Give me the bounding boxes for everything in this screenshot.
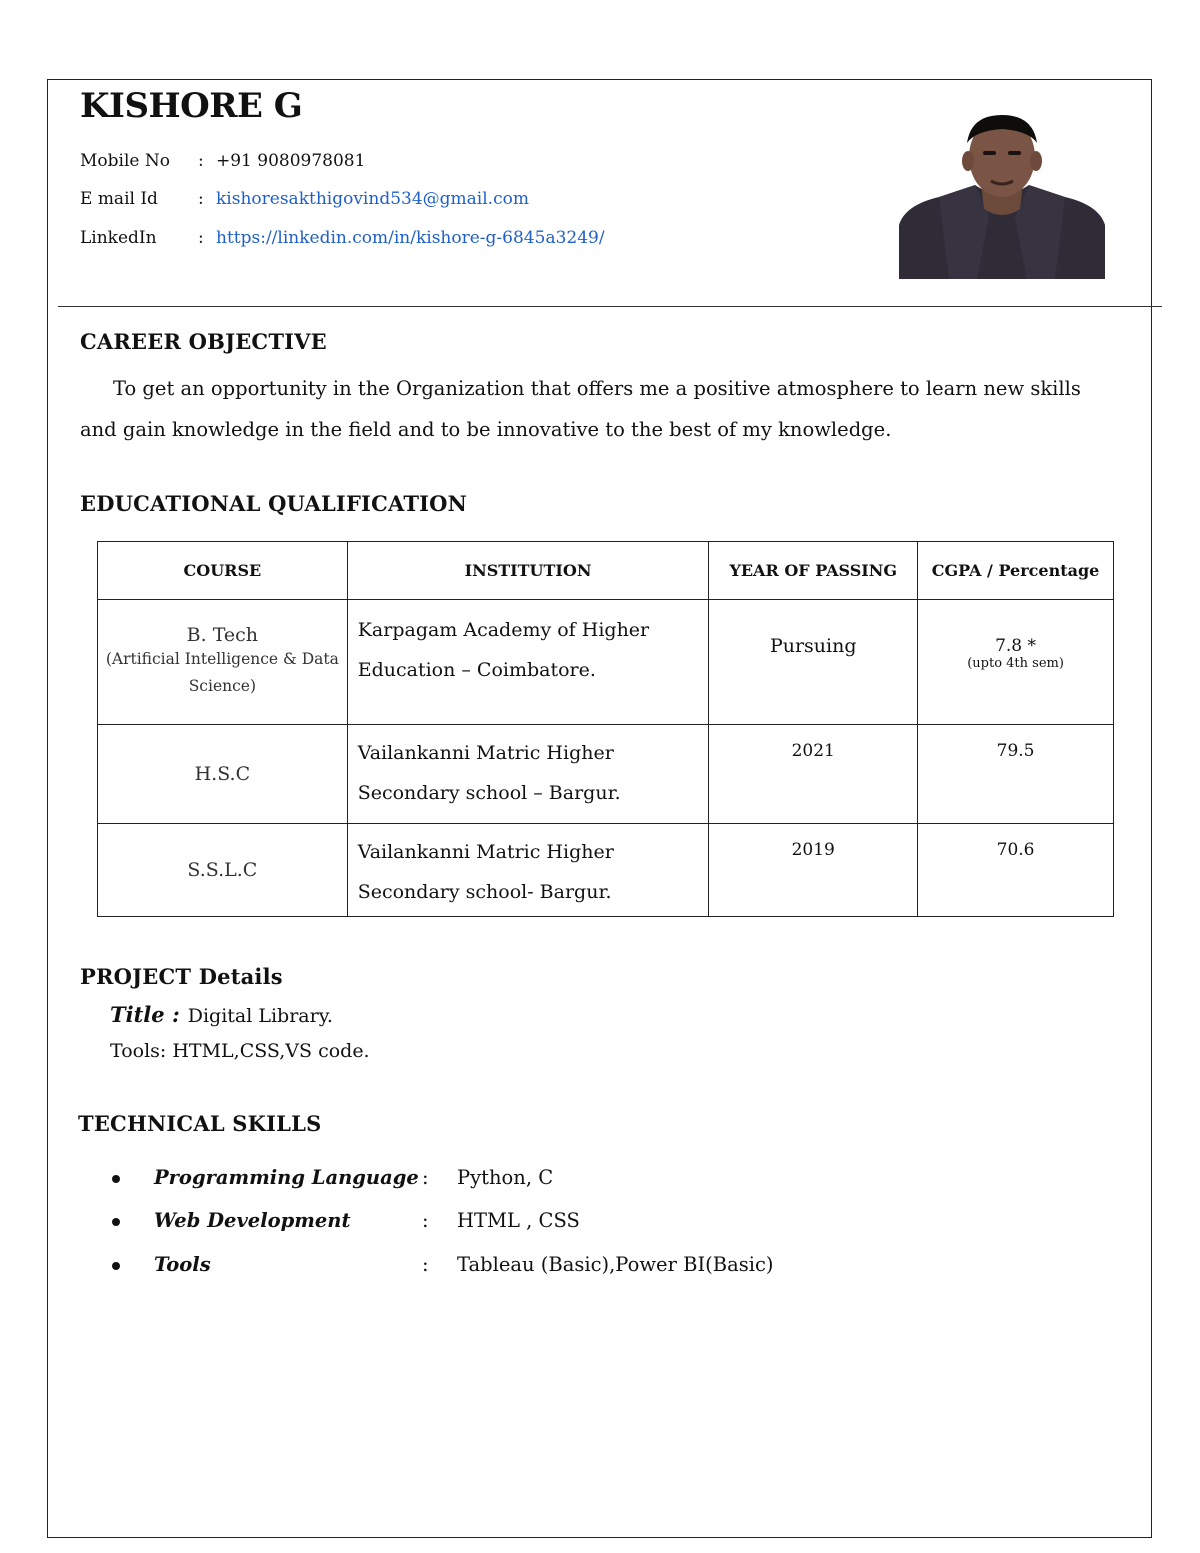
course-specialization: (Artificial Intelligence & Data Science) [105,650,339,695]
contact-mobile [80,151,365,171]
score-note: (upto 4th sem) [967,656,1064,671]
course-cell: S.S.L.C [98,824,348,917]
bullet-icon [112,1262,120,1270]
project-heading: PROJECT Details [80,964,283,989]
score-value: 7.8 * [995,636,1037,656]
column-header: YEAR OF PASSING [709,542,918,600]
project-title [110,1002,333,1027]
skill-name: Programming Language [154,1166,419,1189]
technical-skills-heading: TECHNICAL SKILLS [78,1111,322,1136]
year-cell: 2021 [709,725,918,824]
institution-line: Education – Coimbatore. [357,659,596,681]
course-name: B. Tech [186,624,259,646]
course-cell [98,600,348,725]
institution-cell [347,824,709,917]
score-cell [918,600,1114,725]
column-header: INSTITUTION [347,542,709,600]
institution-cell [347,725,709,824]
table-row [98,824,1114,917]
course-cell: H.S.C [98,725,348,824]
contact-label: E mail Id [80,189,158,209]
skill-separator: : [422,1209,429,1232]
bullet-icon [112,1218,120,1226]
education-heading: EDUCATIONAL QUALIFICATION [80,491,468,516]
table-header-row [98,542,1114,600]
career-objective-text: To get an opportunity in the Organization that offers me a positive atmosphere to learn new skills and gain knowledge in the field and to be innovative to the best of my knowledge. [80,377,1081,441]
table-row [98,725,1114,824]
contact-linkedin [80,228,605,248]
skill-name: Tools [154,1253,211,1276]
skill-value: Python, C [457,1166,554,1189]
institution-cell [347,600,709,725]
skill-value: Tableau (Basic),Power BI(Basic) [457,1253,774,1276]
column-header: COURSE [98,542,348,600]
institution-line: Secondary school – Bargur. [357,782,621,804]
institution-line: Vailankanni Matric Higher [357,742,614,764]
skill-name: Web Development [154,1209,351,1232]
contact-separator: : [198,228,204,248]
contact-separator: : [198,189,204,209]
project-title-value: Digital Library. [187,1005,333,1027]
header-divider [58,306,1162,307]
email-link[interactable]: kishoresakthigovind534@gmail.com [216,189,529,209]
year-cell: 2019 [709,824,918,917]
institution-line: Karpagam Academy of Higher [357,619,650,641]
contact-label: LinkedIn [80,228,157,248]
column-header: CGPA / Percentage [918,542,1114,600]
education-table [97,541,1114,917]
profile-photo [899,113,1105,279]
institution-line: Secondary school- Bargur. [357,881,612,903]
table-row [98,600,1114,725]
contact-separator: : [198,151,204,171]
linkedin-link[interactable]: https://linkedin.com/in/kishore-g-6845a3249/ [216,228,605,248]
bullet-icon [112,1175,120,1183]
career-objective-heading: CAREER OBJECTIVE [80,329,327,354]
skill-separator: : [422,1166,429,1189]
candidate-name: KISHORE G [80,86,303,126]
project-title-label: Title : [110,1002,180,1027]
score-cell: 79.5 [918,725,1114,824]
year-cell: Pursuing [709,600,918,725]
mobile-value: +91 9080978081 [216,151,366,171]
institution-line: Vailankanni Matric Higher [357,841,614,863]
skill-value: HTML , CSS [457,1209,580,1232]
score-cell: 70.6 [918,824,1114,917]
contact-email [80,189,529,209]
skill-separator: : [422,1253,429,1276]
project-tools: Tools: HTML,CSS,VS code. [110,1040,370,1062]
contact-label: Mobile No [80,151,170,171]
